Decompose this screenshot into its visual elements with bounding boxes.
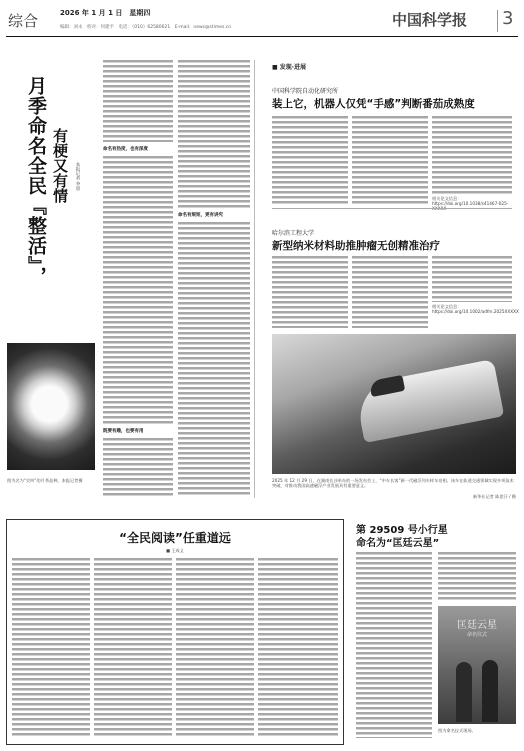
lead-subhead-1: 命名有热度，也有深度 [103, 147, 148, 152]
story1-title: 装上它，机器人仅凭“手感”判断番茄成熟度 [272, 98, 475, 110]
story-divider [272, 208, 512, 209]
asteroid-column-2 [438, 552, 516, 602]
bottom-article-title: “全民阅读”任重道远 [119, 531, 231, 545]
column-divider [254, 60, 255, 498]
asteroid-column-1 [356, 552, 432, 738]
story2-column-1 [272, 256, 348, 328]
lead-column-1 [103, 60, 173, 142]
train-photo-caption: 2025 年 12 月 29 日，在湖南长沙举办的一场发布会上，“中车长客”新一代磁浮列车样车亮相。该车在轨道交通领域实现多项技术突破，对推动我国高速磁浮产业发展具有重要意义。 [272, 478, 514, 488]
lead-column-2b [178, 222, 250, 496]
editor-line: 编辑：刘永 校对：何建平 电话：（010）62580621 E-mail：news@stimes.cn [60, 25, 232, 30]
lead-title-side: 有梗又有情 [51, 128, 69, 203]
story2-title: 新型纳米材料助推肿瘤无创精准治疗 [272, 240, 440, 252]
lead-column-1c [103, 438, 173, 496]
lead-column-2 [178, 60, 250, 208]
newspaper-masthead: 中国科学报 [392, 11, 468, 29]
train-photo-credit: 新华社记者 陈思汗 / 摄 [472, 494, 516, 499]
ceremony-photo-caption: 图为命名仪式现场。 [438, 728, 476, 733]
story1-credit: 相关论文信息：https://doi.org/10.1038/s41467-025- [432, 196, 509, 206]
lead-subhead-3: 既要有趣，也要有用 [103, 429, 144, 434]
story1-column-2 [352, 116, 428, 204]
person-right [482, 660, 498, 722]
maglev-train-photo [272, 334, 516, 474]
bottom-article-column-3 [176, 558, 254, 738]
rose-photo-caption: 图为名为“尖叫”的月季品种。本报记者摄 [7, 478, 83, 483]
ceremony-banner-subtext: 命名仪式 [466, 632, 487, 638]
page-number: 3 [502, 8, 514, 29]
lead-subhead-2: 命名有规矩，更有讲究 [178, 213, 223, 218]
asteroid-title-line2: 命名为“匡廷云星” [356, 538, 440, 549]
header-rule [6, 36, 518, 37]
lead-column-1b [103, 156, 173, 424]
story2-column-3 [432, 256, 512, 302]
ceremony-photo [438, 606, 516, 724]
lead-title-main: 月季命名全民『整活』， [25, 76, 47, 287]
story2-kicker: 哈尔滨工程大学 [272, 230, 315, 237]
bottom-article-column-4 [258, 558, 338, 738]
lead-byline: 本报记者 李晨 [75, 162, 80, 191]
bottom-article-column-2 [94, 558, 172, 738]
train-body [354, 359, 504, 443]
story2-credit: 相关论文信息：https://doi.org/10.1002/adfm.2025XXXXX [432, 304, 519, 314]
header-divider [497, 10, 498, 32]
story1-tag: ■ 发现·进展 [272, 64, 307, 71]
story2-column-2 [352, 256, 428, 328]
story1-kicker: 中国科学院自动化研究所 [272, 88, 339, 95]
rose-photo [7, 343, 95, 470]
story1-column-3 [432, 116, 512, 194]
ceremony-banner-text: 匡廷云星 [457, 620, 497, 631]
bottom-article-column-1 [12, 558, 90, 738]
asteroid-title-line1: 第 29509 号小行星 [356, 525, 448, 536]
section-title: 综合 [8, 12, 39, 30]
issue-date: 2026 年 1 月 1 日 星期四 [60, 9, 151, 17]
person-left [456, 662, 472, 722]
story1-column-1 [272, 116, 348, 204]
bottom-article-byline: ■ 王成义 [166, 548, 184, 553]
